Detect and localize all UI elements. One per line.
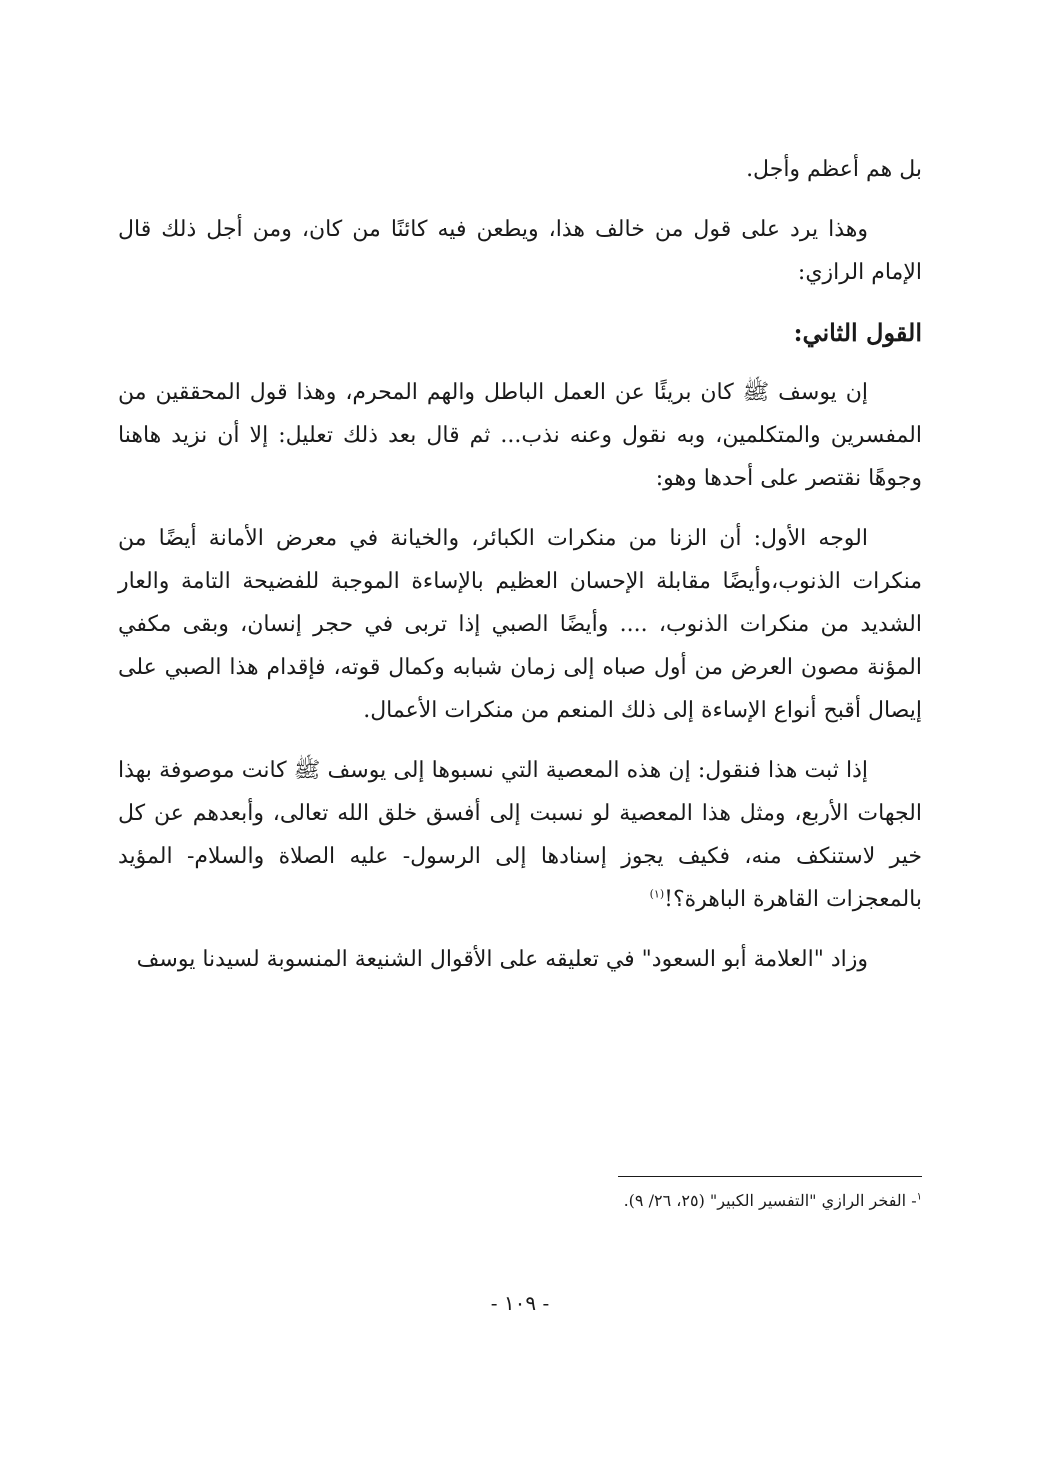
footnote-mark: ١ bbox=[916, 1191, 922, 1203]
page-body bbox=[118, 148, 922, 998]
paragraph-2: وهذا يرد على قول من خالف هذا، ويطعن فيه كائنًا من كان، ومن أجل ذلك قال الإمام الرازي: bbox=[118, 217, 922, 285]
page-number: - ١٠٩ - bbox=[490, 1291, 550, 1315]
footnote-text: - الفخر الرازي "التفسير الكبير" (٢٥، ٢٦/ ٩). bbox=[623, 1191, 917, 1210]
paragraph-5-text: إذا ثبت هذا فنقول: إن هذه المعصية التي نسبوها إلى يوسف ﷺ كانت موصوفة بهذا الجهات الأربع، ومثل هذا المعصية لو نسبت إلى أفسق خلق الله تعالى، وأبعدهم عن كل خير لاستنكف منه، فكيف يجوز إسنادها إلى الرسول- عليه الصلاة والسلام- المؤيد بالمعجزات القاهرة الباهرة؟! bbox=[118, 758, 922, 912]
section-heading: القول الثاني: bbox=[793, 318, 922, 347]
paragraph-6: وزاد "العلامة أبو السعود" في تعليقه على الأقوال الشنيعة المنسوبة لسيدنا يوسف bbox=[136, 947, 868, 972]
paragraph-5 bbox=[118, 749, 922, 921]
footnote-reference: (١) bbox=[649, 887, 665, 901]
footnote-divider bbox=[618, 1176, 922, 1177]
paragraph-3: إن يوسف ﷺ كان بريئًا عن العمل الباطل والهم المحرم، وهذا قول المحققين من المفسرين والمتكلمين، وبه نقول وعنه نذب... ثم قال بعد ذلك تعليل: إلا أن نزيد هاهنا وجوهًا نقتصر على أحدها وهو: bbox=[118, 380, 922, 491]
paragraph-4: الوجه الأول: أن الزنا من منكرات الكبائر، والخيانة في معرض الأمانة أيضًا من منكرات الذنوب،وأيضًا مقابلة الإحسان العظيم بالإساءة الموجبة للفضيحة التامة والعار الشديد من منكرات الذنوب، .... وأيضًا الصبي إذا تربى في حجر إنسان، وبقى مكفي المؤنة مصون العرض من أول صباه إلى زمان شبابه وكمال قوته، فإقدام هذا الصبي على إيصال أقبح أنواع الإساءة إلى ذلك المنعم من منكرات الأعمال. bbox=[118, 526, 923, 723]
footnote bbox=[118, 1186, 922, 1216]
paragraph-1: بل هم أعظم وأجل. bbox=[746, 157, 922, 182]
